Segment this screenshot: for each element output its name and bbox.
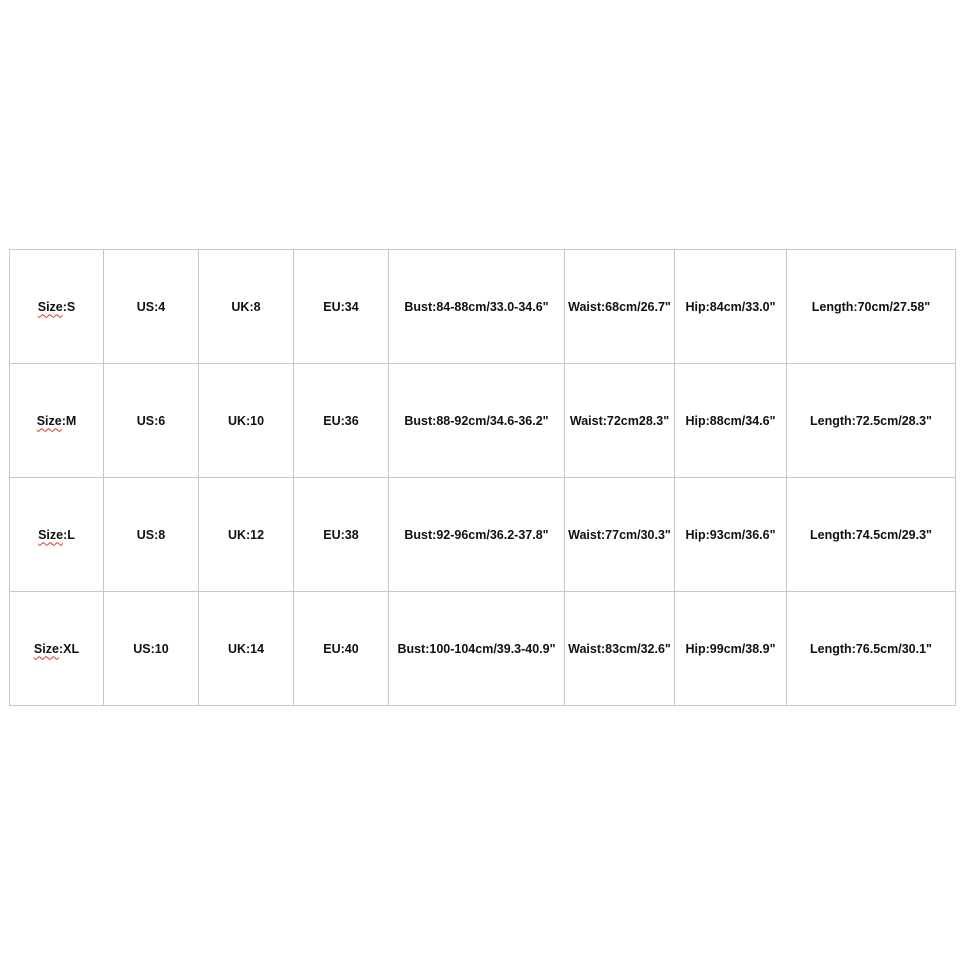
uk-size-cell: UK:14 <box>199 592 294 706</box>
size-label: Size <box>37 299 63 314</box>
eu-size-cell: EU:34 <box>294 250 389 364</box>
size-cell <box>10 364 104 478</box>
eu-size-cell: EU:40 <box>294 592 389 706</box>
waist-cell: Waist:83cm/32.6" <box>565 592 675 706</box>
length-cell: Length:72.5cm/28.3" <box>787 364 956 478</box>
eu-size-cell: EU:38 <box>294 478 389 592</box>
bust-cell: Bust:92-96cm/36.2-37.8" <box>389 478 565 592</box>
waist-cell: Waist:72cm28.3" <box>565 364 675 478</box>
hip-cell: Hip:88cm/34.6" <box>675 364 787 478</box>
size-value: :M <box>61 413 77 428</box>
size-cell <box>10 478 104 592</box>
us-size-cell: US:8 <box>104 478 199 592</box>
size-cell <box>10 592 104 706</box>
us-size-cell: US:4 <box>104 250 199 364</box>
size-chart-table <box>9 249 956 706</box>
table-row <box>10 250 956 364</box>
uk-size-cell: UK:12 <box>199 478 294 592</box>
waist-cell: Waist:68cm/26.7" <box>565 250 675 364</box>
waist-cell: Waist:77cm/30.3" <box>565 478 675 592</box>
size-value: :XL <box>58 641 80 656</box>
bust-cell: Bust:88-92cm/34.6-36.2" <box>389 364 565 478</box>
size-cell <box>10 250 104 364</box>
size-value: :S <box>62 299 76 314</box>
hip-cell: Hip:99cm/38.9" <box>675 592 787 706</box>
table-row <box>10 592 956 706</box>
hip-cell: Hip:84cm/33.0" <box>675 250 787 364</box>
size-value: :L <box>63 527 75 542</box>
hip-cell: Hip:93cm/36.6" <box>675 478 787 592</box>
size-label: Size <box>33 641 59 656</box>
bust-cell: Bust:100-104cm/39.3-40.9" <box>389 592 565 706</box>
length-cell: Length:74.5cm/29.3" <box>787 478 956 592</box>
uk-size-cell: UK:10 <box>199 364 294 478</box>
eu-size-cell: EU:36 <box>294 364 389 478</box>
table-row <box>10 478 956 592</box>
size-label: Size <box>36 413 62 428</box>
length-cell: Length:70cm/27.58" <box>787 250 956 364</box>
us-size-cell: US:6 <box>104 364 199 478</box>
size-label: Size <box>38 527 64 542</box>
table-row <box>10 364 956 478</box>
uk-size-cell: UK:8 <box>199 250 294 364</box>
length-cell: Length:76.5cm/30.1" <box>787 592 956 706</box>
bust-cell: Bust:84-88cm/33.0-34.6" <box>389 250 565 364</box>
us-size-cell: US:10 <box>104 592 199 706</box>
